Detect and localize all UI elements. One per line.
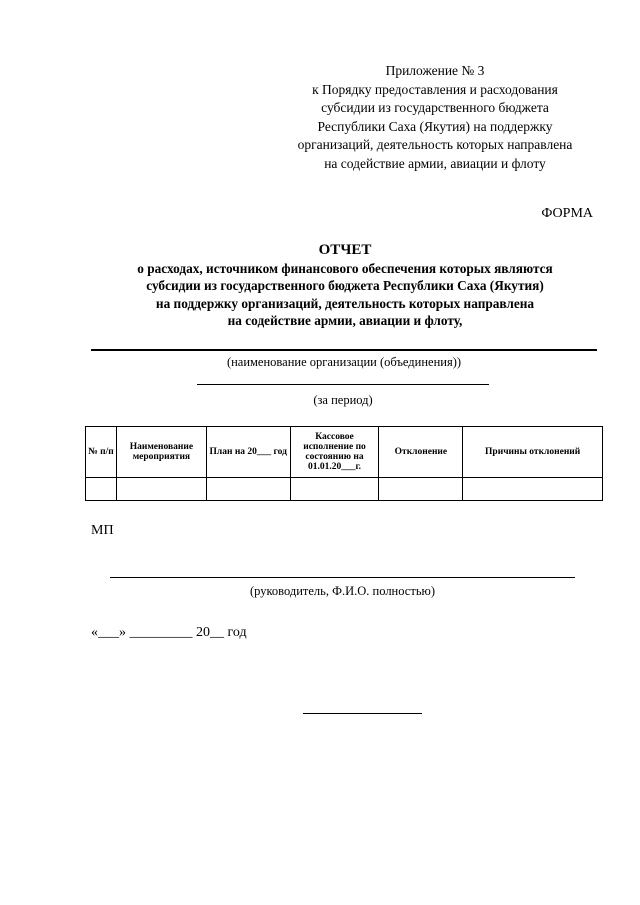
column-header: Наименование мероприятия	[116, 427, 206, 478]
annex-line: на содействие армии, авиации и флоту	[324, 155, 546, 171]
report-title-line: на содействие армии, авиации и флоту,	[227, 313, 463, 328]
column-header: Кассовое исполнение по состоянию на 01.01.20___г.	[290, 427, 379, 478]
annex-block	[270, 62, 600, 174]
signature-line	[303, 713, 422, 714]
report-title-line: о расходах, источником финансового обеспечения которых являются	[137, 260, 553, 276]
table-cell	[116, 478, 206, 501]
form-label: ФОРМА	[541, 206, 593, 221]
organization-caption: (наименование организации (объединения))	[226, 355, 462, 369]
period-line	[197, 384, 489, 385]
annex-line: Приложение № 3	[385, 63, 485, 78]
stamp-label: МП	[91, 523, 114, 538]
head-signature-line	[110, 577, 575, 578]
report-title-line: субсидии из государственного бюджета Республики Саха (Якутия)	[146, 278, 544, 293]
annex-line: субсидии из государственного бюджета	[321, 100, 549, 116]
table-row	[86, 478, 603, 501]
column-header: Причины отклонений	[463, 427, 603, 478]
report-title-line: на поддержку организаций, деятельность которых направлена	[155, 295, 535, 311]
period-caption: (за период)	[313, 393, 373, 407]
column-header: № п/п	[86, 427, 117, 478]
annex-line: к Порядку предоставления и расходования	[312, 81, 558, 97]
table-cell	[290, 478, 379, 501]
head-caption: (руководитель, Ф.И.О. полностью)	[249, 584, 436, 598]
report-table	[85, 426, 603, 501]
organization-name-line	[91, 349, 597, 351]
table-cell	[206, 478, 290, 501]
column-header: План на 20___ год	[206, 427, 290, 478]
report-heading: ОТЧЕТ	[318, 242, 372, 258]
annex-line: Республики Саха (Якутия) на поддержку	[317, 118, 553, 134]
table-cell	[463, 478, 603, 501]
table-cell	[379, 478, 463, 501]
annex-line: организаций, деятельность которых направлена	[297, 137, 573, 153]
table-cell	[86, 478, 117, 501]
table-header-row	[86, 427, 603, 478]
column-header: Отклонение	[379, 427, 463, 478]
report-title	[90, 242, 600, 330]
date-line: «___» _________ 20__ год	[91, 625, 247, 640]
